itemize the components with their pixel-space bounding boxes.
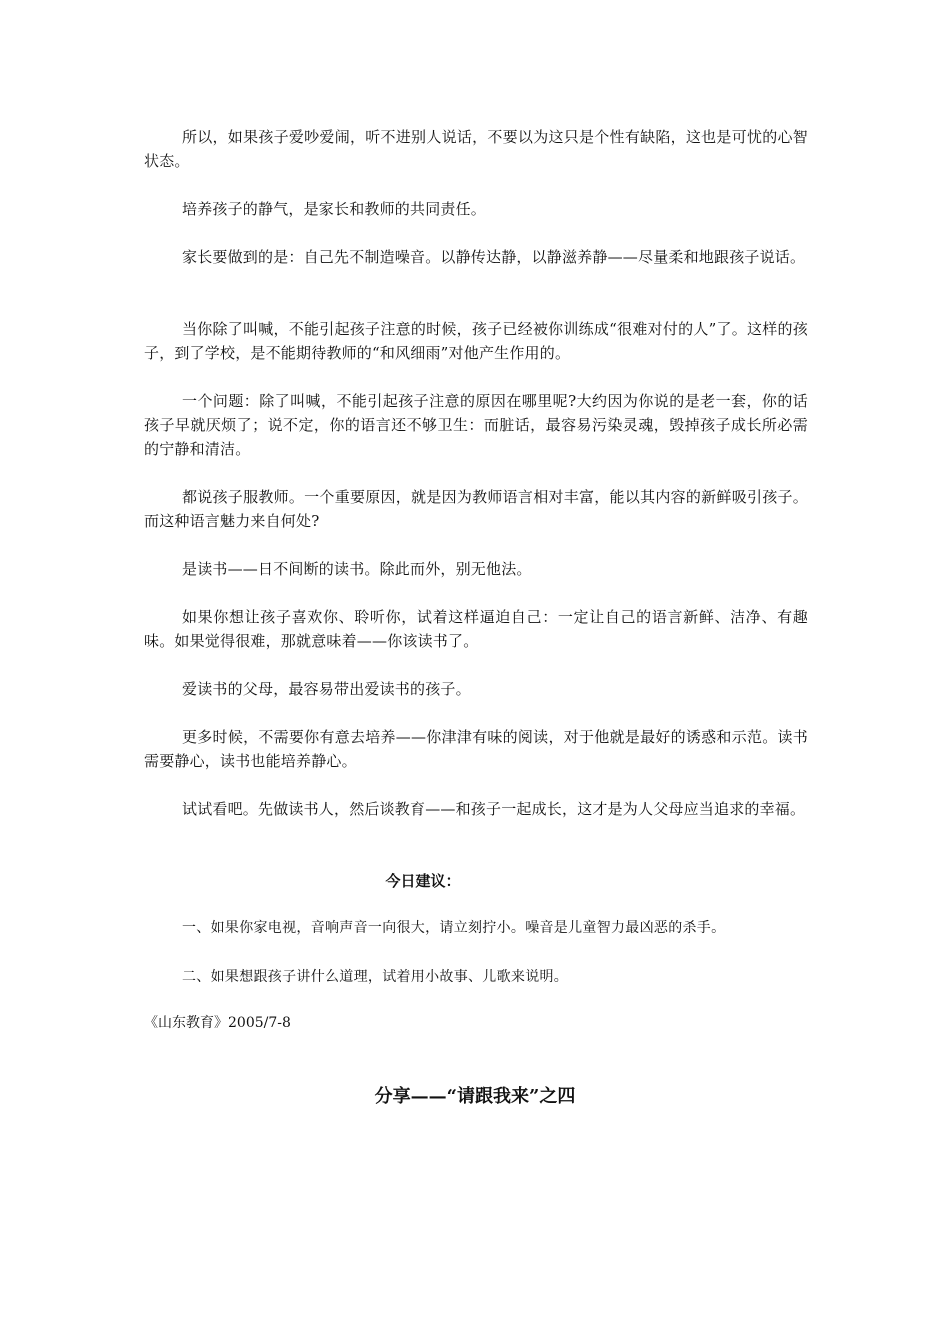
paragraph-11: 试试看吧。先做读书人，然后谈教育——和孩子一起成长，这才是为人父母应当追求的幸福。 [182,800,806,818]
paragraph-5: 一个问题：除了叫喊，不能引起孩子注意的原因在哪里呢?大约因为你说的是老一套，你的话孩子早就厌烦了；说不定，你的语言还不够卫生：而脏话，最容易污染灵魂，毁掉孩子成长所必需的宁静和清洁。 [144,392,808,458]
paragraph-1: 所以，如果孩子爱吵爱闹，听不进别人说话，不要以为这只是个性有缺陷，这也是可忧的心智状态。 [144,128,808,170]
source-citation: 《山东教育》2005/7-8 [144,1015,291,1031]
paragraph-2: 培养孩子的静气，是家长和教师的共同责任。 [182,200,487,218]
paragraph-8: 如果你想让孩子喜欢你、聆听你，试着这样逼迫自己：一定让自己的语言新鲜、洁净、有趣味。如果觉得很难，那就意味着——你该读书了。 [144,608,808,650]
paragraph-3: 家长要做到的是：自己先不制造噪音。以静传达静，以静滋养静——尽量柔和地跟孩子说话。 [182,248,806,266]
paragraph-4: 当你除了叫喊，不能引起孩子注意的时候，孩子已经被你训练成“很难对付的人”了。这样的孩子，到了学校，是不能期待教师的“和风细雨”对他产生作用的。 [144,320,808,362]
paragraph-6: 都说孩子服教师。一个重要原因，就是因为教师语言相对丰富，能以其内容的新鲜吸引孩子。而这种语言魅力来自何处? [144,488,808,530]
section-title: 分享——“请跟我来”之四 [374,1086,576,1107]
paragraph-9: 爱读书的父母，最容易带出爱读书的孩子。 [182,680,471,698]
suggestion-item-1: 一、如果你家电视，音响声音一向很大，请立刻拧小。噪音是儿童智力最凶恶的杀手。 [182,920,726,936]
suggestions-heading: 今日建议： [385,872,461,890]
suggestion-item-2: 二、如果想跟孩子讲什么道理，试着用小故事、儿歌来说明。 [182,969,569,985]
paragraph-10: 更多时候，不需要你有意去培养——你津津有味的阅读，对于他就是最好的诱惑和示范。读书需要静心，读书也能培养静心。 [144,728,808,770]
paragraph-7: 是读书——日不间断的读书。除此而外，别无他法。 [182,560,532,578]
